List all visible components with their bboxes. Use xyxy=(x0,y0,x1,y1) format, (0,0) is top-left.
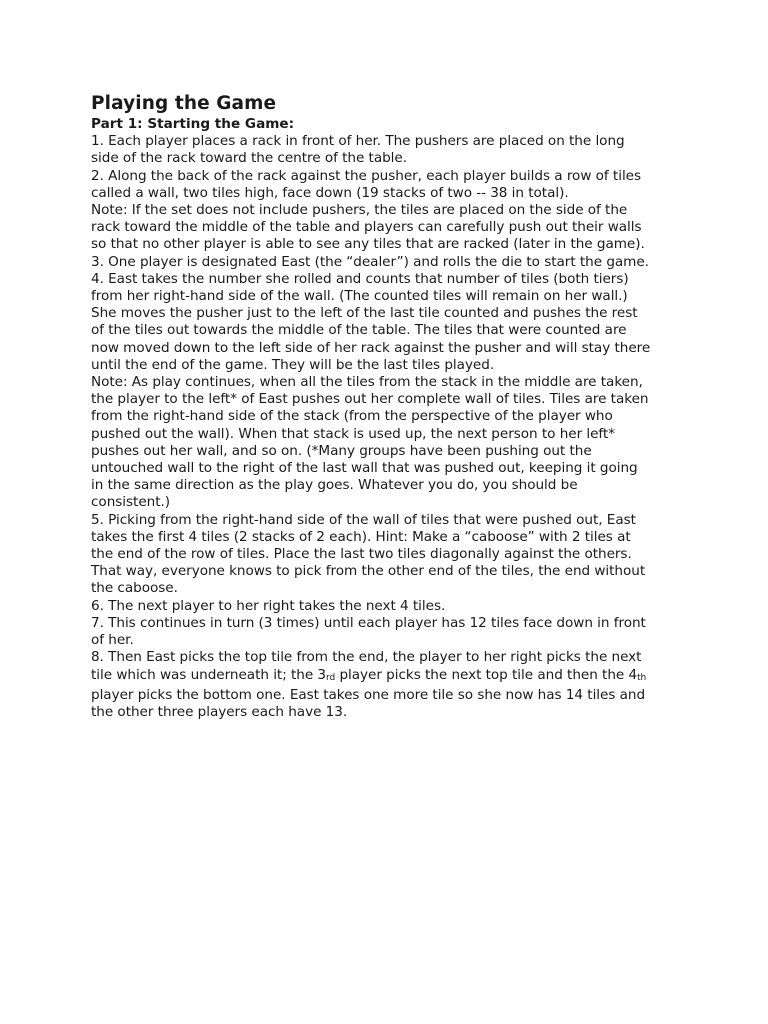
step-8-paragraph xyxy=(91,649,651,721)
step-4-paragraph: 4. East takes the number she rolled and counts that number of tiles (both tiers) from her right-hand side of the wall. (The counted tiles will remain on her wall.) She moves the pusher just to the left of the last tile counted and pushes the rest of the tiles out towards the middle of the table. The tiles that were counted are now moved down to the left side of her rack against the pusher and will stay there until the end of the game. They will be the last tiles played. xyxy=(91,270,651,373)
step-8-text-a: 8. Then East picks the top tile from the end, the player to her right picks the next tile which was underneath it; the 3 xyxy=(91,649,642,683)
ordinal-suffix-rd: rd xyxy=(326,672,336,683)
note-pushers-paragraph: Note: If the set does not include pushers, the tiles are placed on the side of the rack toward the middle of the table and players can carefully push out their walls so that no other player is able to see any tiles that are racked (later in the game). xyxy=(91,202,645,253)
step-8-text-b: player picks the next top tile and then the 4 xyxy=(335,666,638,683)
step-3-paragraph: 3. One player is designated East (the “dealer”) and rolls the die to start the game. xyxy=(91,253,649,270)
note-play-continues-paragraph: Note: As play continues, when all the tiles from the stack in the middle are taken, the player to the left* of East pushes out her complete wall of tiles. Tiles are taken from the right-hand side of the stack (from the perspective of the player who pushed out the wall). When that stack is used up, the next person to her left* pushes out her wall, and so on. (*Many groups have been pushing out the untouched wall to the right of the last wall that was pushed out, keeping it going in the same direction as the play goes. Whatever you do, you should be consistent.) xyxy=(91,374,649,511)
step-2-paragraph: 2. Along the back of the rack against the pusher, each player builds a row of tiles called a wall, two tiles high, face down (19 stacks of two -- 38 in total). xyxy=(91,167,642,201)
step-5-paragraph: 5. Picking from the right-hand side of the wall of tiles that were pushed out, East takes the first 4 tiles (2 stacks of 2 each). Hint: Make a “caboose” with 2 tiles at the end of the row of tiles. Place the last two tiles diagonally against the others. That way, everyone knows to pick from the other end of the tiles, the end without the caboose. xyxy=(91,511,646,597)
part-heading: Part 1: Starting the Game: xyxy=(91,116,295,132)
document-page xyxy=(91,92,651,721)
ordinal-suffix-th: th xyxy=(637,672,647,683)
page-title: Playing the Game xyxy=(91,93,277,114)
step-7-paragraph: 7. This continues in turn (3 times) until each player has 12 tiles face down in front of her. xyxy=(91,614,646,649)
step-8-text-c: player picks the bottom one. East takes one more tile so she now has 14 tiles and the other three players each have 13. xyxy=(91,686,646,720)
step-6-paragraph: 6. The next player to her right takes the next 4 tiles. xyxy=(91,597,446,614)
step-1-paragraph: 1. Each player places a rack in front of her. The pushers are placed on the long side of the rack toward the centre of the table. xyxy=(91,133,625,167)
